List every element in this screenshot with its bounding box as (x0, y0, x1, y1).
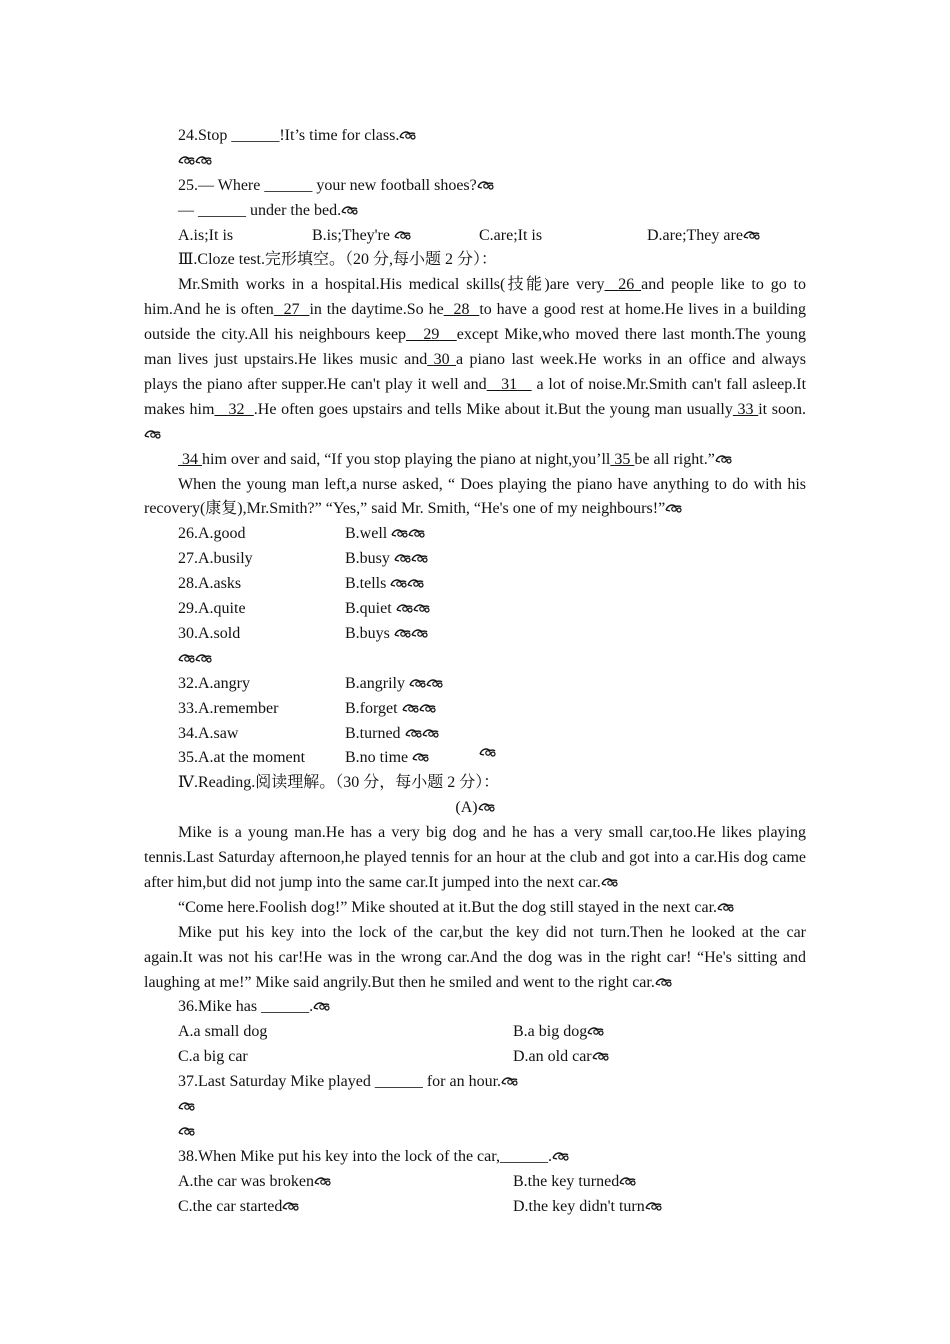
question-38 (144, 1145, 806, 1170)
option-row (144, 597, 806, 622)
option-row (144, 697, 806, 722)
blank-31 (487, 376, 532, 393)
option-b (513, 1020, 604, 1045)
cloze-options (144, 522, 806, 771)
question-25-options (144, 224, 806, 249)
empty-line (144, 1095, 806, 1120)
option-b (345, 672, 443, 697)
option-b (345, 522, 425, 547)
option-b-text: B.well (345, 525, 388, 543)
option-d (513, 1195, 662, 1220)
cloze-paragraph-2 (144, 448, 806, 473)
option-row (144, 1045, 806, 1070)
paragraph-mark-icon (717, 901, 734, 913)
cloze-heading: Ⅲ.Cloze test.完形填空。（20 分,每小题 2 分）： (178, 251, 497, 269)
document-page (144, 124, 806, 1219)
question-36 (144, 995, 806, 1020)
paragraph-mark-icon (408, 527, 425, 539)
option-b-text: B.quiet (345, 600, 392, 618)
empty-line (144, 1120, 806, 1145)
paragraph-mark-icon (314, 1175, 331, 1187)
cloze-paragraph-1 (144, 273, 806, 447)
option-d (647, 224, 760, 249)
blank-34 (178, 451, 202, 468)
paragraph-mark-icon (144, 428, 161, 440)
option-a: A.a small dog (178, 1023, 268, 1041)
option-d-text: D.the key didn't turn (513, 1197, 645, 1215)
option-row (144, 672, 806, 697)
option-d (513, 1045, 609, 1070)
paragraph-mark-icon (390, 577, 407, 589)
option-a: 32.A.angry (178, 674, 250, 692)
paragraph-mark-icon (195, 652, 212, 664)
paragraph-mark-icon (391, 527, 408, 539)
paragraph-mark-icon (419, 702, 436, 714)
reading-paragraph-3 (144, 921, 806, 996)
paragraph-mark-icon (178, 652, 195, 664)
option-a: 26.A.good (178, 525, 246, 543)
option-b-text: B.turned (345, 724, 401, 742)
option-a: A.is;It is (178, 226, 234, 244)
option-c: C.are;It is (479, 226, 543, 244)
option-b (312, 224, 411, 249)
blank-29 (406, 326, 457, 343)
option-b (345, 572, 424, 597)
paragraph-mark-icon (411, 552, 428, 564)
paragraph-mark-icon (178, 154, 195, 166)
paragraph-mark-icon (655, 976, 672, 988)
option-c (178, 1195, 299, 1220)
option-a-text: A.the car was broken (178, 1172, 314, 1190)
option-b (345, 597, 430, 622)
option-b-text: B.buys (345, 624, 390, 642)
paragraph-mark-icon (396, 602, 413, 614)
paragraph-mark-icon (478, 801, 495, 813)
empty-line (144, 647, 806, 672)
blank-number: 34 (182, 450, 198, 468)
option-row (144, 1020, 806, 1045)
option-b (345, 622, 428, 647)
reading-text: Mike put his key into the lock of the car,but the key did not turn.Then he looked at the car again.It was not his car!He was in the wrong car.And the dog was in the right car! “He's sitting and laughing at me!” Mike said angrily.But then he smiled and went to the right car. (144, 923, 806, 991)
paragraph-mark-icon (587, 1025, 604, 1037)
blank-32 (214, 401, 253, 418)
paragraph-mark-icon (402, 702, 419, 714)
option-b (345, 547, 428, 572)
cloze-text: it soon. (758, 400, 807, 418)
option-row (144, 1195, 806, 1220)
blank-28 (444, 301, 480, 318)
question-25 (144, 174, 806, 199)
paragraph-mark-icon (426, 677, 443, 689)
reading-section-label (144, 796, 806, 821)
cloze-text: be all right.” (634, 450, 715, 468)
question-25-line2-text: — ______ under the bed. (178, 201, 342, 219)
option-b (345, 697, 436, 722)
paragraph-mark-icon (645, 1200, 662, 1212)
paragraph-mark-icon (178, 1125, 195, 1137)
question-25-line2 (144, 199, 806, 224)
option-b (345, 746, 429, 771)
cloze-text: a piano last week.He works in an office and always plays the piano after supper.He can't play it well and (144, 351, 807, 393)
paragraph-mark-icon (394, 627, 411, 639)
option-b-text: B.no time (345, 749, 409, 767)
option-b-text: B.angrily (345, 674, 405, 692)
option-row (144, 722, 806, 747)
blank-30 (427, 351, 456, 368)
paragraph-mark-icon (407, 577, 424, 589)
paragraph-mark-icon (715, 453, 732, 465)
option-row (144, 522, 806, 547)
paragraph-mark-icon (479, 746, 496, 758)
paragraph-mark-icon (601, 876, 618, 888)
blank-number: 28 (453, 301, 470, 319)
blank-33 (733, 401, 758, 418)
paragraph-mark-icon (178, 1100, 195, 1112)
cloze-text: a lot of noise.Mr.Smith can't fall asleep.It makes him (144, 375, 807, 418)
option-b-text: B.tells (345, 575, 387, 593)
paragraph-mark-icon (413, 602, 430, 614)
option-b-text: B.forget (345, 699, 398, 717)
paragraph-mark-icon (665, 502, 682, 514)
paragraph-mark-icon (195, 154, 212, 166)
cloze-paragraph-3 (144, 473, 806, 523)
reading-text: “Come here.Foolish dog!” Mike shouted at it.But the dog still stayed in the next car. (178, 898, 718, 916)
blank-35 (610, 451, 634, 468)
cloze-text: him over and said, “If you stop playing the piano at night,you’ll (202, 450, 611, 468)
option-d-text: D.are;They are (647, 226, 743, 244)
option-a (178, 1170, 331, 1195)
paragraph-mark-icon (409, 677, 426, 689)
question-36-text: 36.Mike has ______. (178, 998, 314, 1016)
option-a: 27.A.busily (178, 550, 253, 568)
cloze-text: except Mike,who moved there last month.The young man lives just upstairs.He likes music and (144, 326, 807, 369)
option-b (513, 1170, 636, 1195)
cloze-text: .He often goes upstairs and tells Mike about it.But the young man usually (253, 400, 733, 418)
paragraph-mark-icon (552, 1150, 569, 1162)
blank-number: 30 (433, 351, 450, 369)
paragraph-mark-icon (405, 727, 422, 739)
option-b-text: B.the key turned (513, 1172, 620, 1190)
paragraph-mark-icon (619, 1175, 636, 1187)
option-row (144, 746, 806, 771)
question-38-text: 38.When Mike put his key into the lock of the car,______. (178, 1147, 552, 1165)
question-37-text: 37.Last Saturday Mike played ______ for an hour. (178, 1073, 502, 1091)
question-37 (144, 1070, 806, 1095)
option-b-text: B.is;They're (312, 226, 390, 244)
reading-paragraph-1 (144, 821, 806, 896)
cloze-text: in the daytime.So he (309, 301, 444, 319)
reading-heading: Ⅳ.Reading.阅读理解。（30 分，每小题 2 分）： (178, 774, 500, 792)
cloze-text: When the young man left,a nurse asked, “ Does playing the piano have anything to do with his recovery(康复),Mr.Smith?” “Yes,” said Mr. Smith, “He's one of my neighbours!” (144, 475, 806, 518)
blank-27 (274, 301, 310, 318)
option-a: 29.A.quite (178, 600, 246, 618)
paragraph-mark-icon (477, 179, 494, 191)
blank-number: 29 (423, 326, 440, 344)
paragraph-mark-icon (313, 1000, 330, 1012)
paragraph-mark-icon (282, 1200, 299, 1212)
option-b-text: B.busy (345, 550, 390, 568)
option-a: 33.A.remember (178, 699, 279, 717)
option-row (144, 572, 806, 597)
paragraph-mark-icon (501, 1075, 518, 1087)
option-a: 28.A.asks (178, 575, 242, 593)
paragraph-mark-icon (743, 229, 760, 241)
cloze-text: Mr.Smith works in a hospital.His medical skills(技能)are very (178, 276, 605, 294)
option-row (144, 622, 806, 647)
blank-number: 27 (283, 301, 300, 319)
section-label-text: (A) (455, 799, 478, 817)
option-a: 34.A.saw (178, 724, 239, 742)
option-b-text: B.a big dog (513, 1023, 588, 1041)
paragraph-mark-icon (422, 727, 439, 739)
paragraph-mark-icon (411, 627, 428, 639)
blank-number: 31 (501, 375, 518, 393)
reading-paragraph-2 (144, 896, 806, 921)
question-24-text: 24.Stop ______!It’s time for class. (178, 127, 400, 144)
paragraph-mark-icon (592, 1050, 609, 1062)
option-c: C.a big car (178, 1048, 248, 1066)
question-25-text: 25.— Where ______ your new football shoes? (178, 176, 477, 194)
option-d-text: D.an old car (513, 1048, 592, 1066)
option-a: 35.A.at the moment (178, 749, 306, 767)
cloze-text: and people like to go to him.And he is often (144, 276, 807, 319)
blank-26 (605, 276, 642, 293)
blank-number: 26 (618, 276, 635, 294)
blank-number: 35 (614, 450, 631, 468)
question-24 (144, 124, 806, 149)
cloze-text: to have a good rest at home.He lives in a building outside the city.All his neighbours keep (144, 301, 807, 344)
reading-text: Mike is a young man.He has a very big dog and he has a very small car,too.He likes playing tennis.Last Saturday afternoon,he played tennis for an hour at the club and got into a car.His dog came after him,but did not jump into the same car.It jumped into the next car. (144, 824, 806, 891)
blank-number: 33 (737, 400, 754, 418)
option-row (144, 547, 806, 572)
paragraph-mark-icon (394, 229, 411, 241)
blank-number: 32 (228, 400, 245, 418)
empty-line (144, 149, 806, 174)
option-row (144, 1170, 806, 1195)
paragraph-mark-icon (399, 129, 416, 141)
paragraph-mark-icon (412, 751, 429, 763)
option-a: 30.A.sold (178, 624, 241, 642)
option-b (345, 722, 439, 747)
paragraph-mark-icon (341, 204, 358, 216)
paragraph-mark-icon (394, 552, 411, 564)
option-c-text: C.the car started (178, 1197, 283, 1215)
